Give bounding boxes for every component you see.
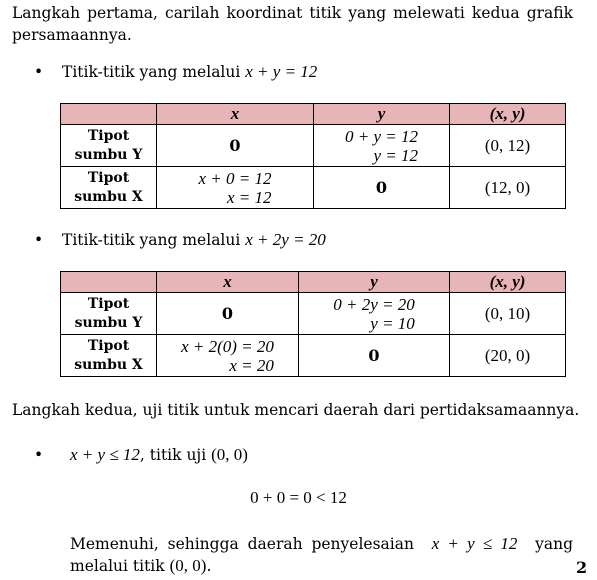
table-cell-y: 0 + y = 12 y = 12 xyxy=(314,125,450,167)
section1-heading-text: Titik-titik yang melalui xyxy=(62,63,241,81)
section1-heading xyxy=(34,61,317,83)
table-header xyxy=(61,272,157,293)
table-cell-y: 0 xyxy=(314,167,450,209)
section1-table xyxy=(60,103,566,209)
intro-paragraph: Langkah pertama, carilah koordinat titik yang melewati kedua grafik persamaannya. xyxy=(12,4,573,44)
conclusion-point: (0, 0) xyxy=(169,556,207,575)
section1-equation: x + y = 12 xyxy=(245,62,318,81)
table-cell-x: x + 0 = 12 x = 12 xyxy=(157,167,314,209)
row-label: Tipot sumbu Y xyxy=(61,293,157,335)
table-header: (x, y) xyxy=(450,104,566,125)
table-cell-pair: (0, 12) xyxy=(450,125,566,167)
table-row xyxy=(61,125,566,167)
section2-heading-text: Titik-titik yang melalui xyxy=(62,231,241,249)
test-inequality: x + y ≤ 12 xyxy=(70,445,140,464)
table-row xyxy=(61,167,566,209)
table-row xyxy=(61,335,566,377)
table-cell-pair: (12, 0) xyxy=(450,167,566,209)
step2-paragraph: Langkah kedua, uji titik untuk mencari daerah dari pertidaksamaannya. xyxy=(12,401,580,419)
table-row xyxy=(61,293,566,335)
row-label: Tipot sumbu X xyxy=(61,335,157,377)
table-header: y xyxy=(299,272,450,293)
table-header xyxy=(61,104,157,125)
bullet-icon: • xyxy=(34,231,44,249)
bullet-icon: • xyxy=(34,446,44,464)
table-header-row xyxy=(61,104,566,125)
bullet-icon: • xyxy=(34,63,44,81)
table-cell-y: 0 xyxy=(299,335,450,377)
table-header-row xyxy=(61,272,566,293)
row-label: Tipot sumbu Y xyxy=(61,125,157,167)
table-cell-pair: (0, 10) xyxy=(450,293,566,335)
calculation: 0 + 0 = 0 < 12 xyxy=(250,488,347,507)
test-point-line xyxy=(34,444,248,466)
conclusion-paragraph: Memenuhi, sehingga daerah penyelesaian x + y ≤ 12 yang melalui titik (0, 0). xyxy=(70,534,573,575)
table-cell-x: 0 xyxy=(157,125,314,167)
table-header: x xyxy=(157,272,299,293)
section2-equation: x + 2y = 20 xyxy=(245,230,326,249)
table-header: x xyxy=(157,104,314,125)
test-point: (0, 0) xyxy=(211,445,248,464)
table-header: (x, y) xyxy=(450,272,566,293)
section2-table xyxy=(60,271,566,377)
row-label: Tipot sumbu X xyxy=(61,167,157,209)
table-cell-x: x + 2(0) = 20 x = 20 xyxy=(157,335,299,377)
table-cell-pair: (20, 0) xyxy=(450,335,566,377)
table-header: y xyxy=(314,104,450,125)
table-cell-x: 0 xyxy=(157,293,299,335)
table-cell-y: 0 + 2y = 20 y = 10 xyxy=(299,293,450,335)
test-text: , titik uji xyxy=(139,446,207,464)
section2-heading xyxy=(34,229,326,251)
conclusion-inequality: x + y ≤ 12 xyxy=(431,534,518,553)
page-number: 2 xyxy=(576,558,588,577)
